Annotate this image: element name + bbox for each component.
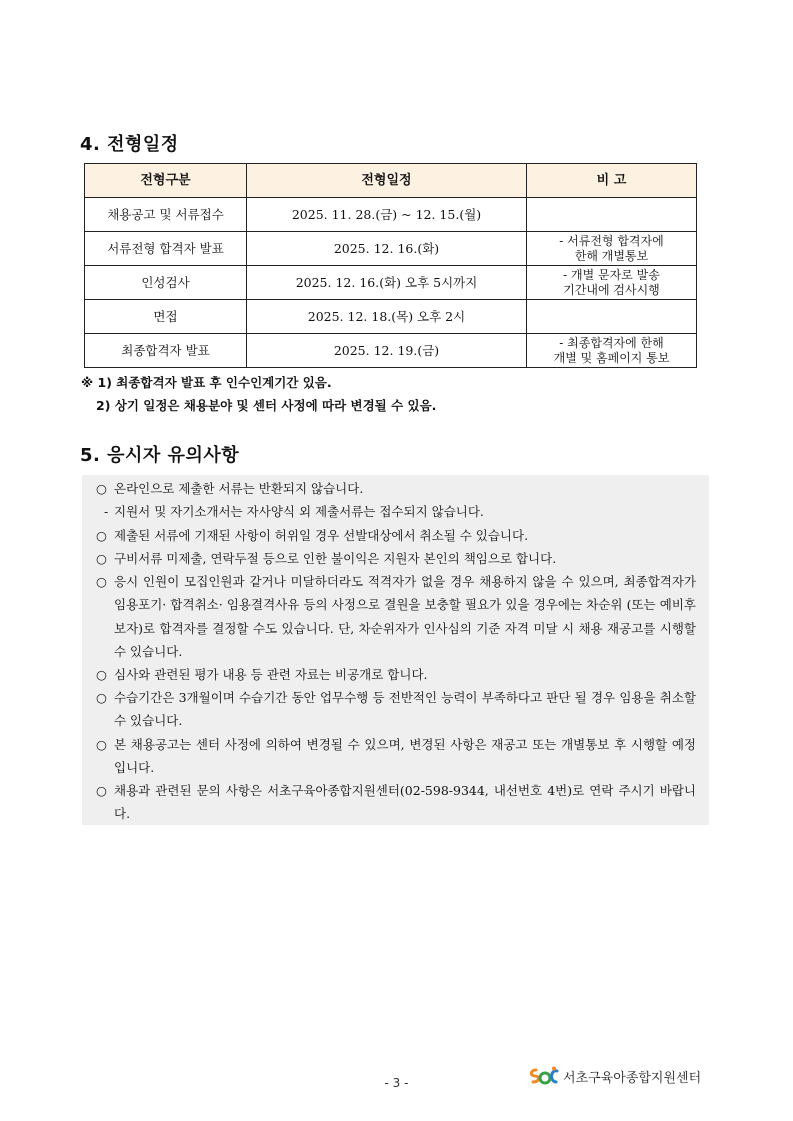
bullet-icon: ○ [96, 551, 107, 566]
note-line: 개별 및 홈페이지 통보 [553, 350, 670, 365]
seocho-center-logo-icon [527, 1065, 561, 1087]
bullet-icon: ○ [96, 737, 107, 752]
date-cell: 2025. 12. 16.(화) [247, 232, 527, 266]
section-title-notice: 5. 응시자 유의사항 [80, 445, 240, 466]
bullet-icon: ○ [96, 528, 107, 543]
note-cell [527, 232, 697, 266]
bullet-icon: ○ [96, 574, 107, 589]
header-note: 비 고 [527, 164, 697, 198]
notice-item [96, 477, 696, 500]
schedule-table [84, 163, 697, 368]
notice-text: 지원서 및 자기소개서는 자사양식 외 제출서류는 접수되지 않습니다. [114, 504, 484, 519]
stage-cell: 인성검사 [85, 266, 247, 300]
page-number: - 3 - [384, 1076, 409, 1090]
note-line: - 최종합격자에 한해 [559, 335, 664, 350]
dash-icon: - [104, 504, 109, 519]
notice-box [82, 475, 709, 825]
footer-brand [527, 1064, 701, 1088]
table-row [85, 334, 697, 368]
header-stage: 전형구분 [85, 164, 247, 198]
notice-item [96, 663, 696, 686]
table-row [85, 266, 697, 300]
date-cell: 2025. 11. 28.(금) ~ 12. 15.(월) [247, 198, 527, 232]
notice-text: 수습기간은 3개월이며 수습기간 동안 업무수행 등 전반적인 능력이 부족하다고 판단 될 경우 임용을 취소할 수 있습니다. [114, 690, 696, 729]
notice-item [96, 779, 696, 826]
notice-text: 채용과 관련된 문의 사항은 서초구육아종합지원센터(02-598-9344, 내선번호 4번)로 연락 주시기 바랍니다. [114, 783, 696, 822]
date-cell: 2025. 12. 18.(목) 오후 2시 [247, 300, 527, 334]
date-cell: 2025. 12. 19.(금) [247, 334, 527, 368]
notice-item [96, 547, 696, 570]
stage-cell: 최종합격자 발표 [85, 334, 247, 368]
note-line: - 서류전형 합격자에 [559, 233, 664, 248]
notice-item [96, 570, 696, 663]
notice-text: 본 채용공고는 센터 사정에 의하여 변경될 수 있으며, 변경된 사항은 재공고 또는 개별통보 후 시행할 예정입니다. [114, 737, 696, 776]
notice-item [96, 686, 696, 733]
bullet-icon: ○ [96, 690, 107, 705]
notice-item [96, 524, 696, 547]
schedule-footnotes [81, 371, 436, 417]
notice-text: 구비서류 미제출, 연락두절 등으로 인한 불이익은 지원자 본인의 책임으로 합니다. [114, 551, 557, 566]
note-line: - 개별 문자로 발송 [563, 267, 660, 282]
table-header-row [85, 164, 697, 198]
stage-cell: 채용공고 및 서류접수 [85, 198, 247, 232]
note-cell [527, 334, 697, 368]
section-title-schedule: 4. 전형일정 [80, 134, 179, 155]
notice-text: 온라인으로 제출한 서류는 반환되지 않습니다. [114, 481, 364, 496]
note-cell [527, 266, 697, 300]
bullet-icon: ○ [96, 481, 107, 496]
stage-cell: 서류전형 합격자 발표 [85, 232, 247, 266]
notice-subitem [96, 500, 696, 523]
notice-text: 제출된 서류에 기재된 사항이 허위일 경우 선발대상에서 취소될 수 있습니다. [114, 528, 529, 543]
note-line: 기간내에 검사시행 [563, 282, 660, 297]
table-row [85, 300, 697, 334]
table-row [85, 232, 697, 266]
footnote-1: ※ 1) 최종합격자 발표 후 인수인계기간 있음. [81, 375, 332, 390]
note-line: 한해 개별통보 [574, 248, 649, 263]
header-date: 전형일정 [247, 164, 527, 198]
bullet-icon: ○ [96, 783, 107, 798]
brand-name: 서초구육아종합지원센터 [563, 1070, 702, 1086]
footnote-2: 2) 상기 일정은 채용분야 및 센터 사정에 따라 변경될 수 있음. [96, 398, 437, 413]
bullet-icon: ○ [96, 667, 107, 682]
note-cell [527, 300, 697, 334]
notice-item [96, 733, 696, 780]
notice-text: 응시 인원이 모집인원과 같거나 미달하더라도 적격자가 없을 경우 채용하지 않을 수 있으며, 최종합격자가 임용포기· 합격취소· 임용결격사유 등의 사정으로 결원을 보충할 필요가 있을 경우에는 차순위 (또는 예비후보자)로 합격자를 결정할 수도 있습니다. 단, 차순위자가 인사심의 기준 자격 미달 시 채용 재공고를 시행할 수 있습니다. [114, 574, 696, 659]
note-cell [527, 198, 697, 232]
table-row [85, 198, 697, 232]
notice-text: 심사와 관련된 평가 내용 등 관련 자료는 비공개로 합니다. [114, 667, 428, 682]
date-cell: 2025. 12. 16.(화) 오후 5시까지 [247, 266, 527, 300]
stage-cell: 면접 [85, 300, 247, 334]
